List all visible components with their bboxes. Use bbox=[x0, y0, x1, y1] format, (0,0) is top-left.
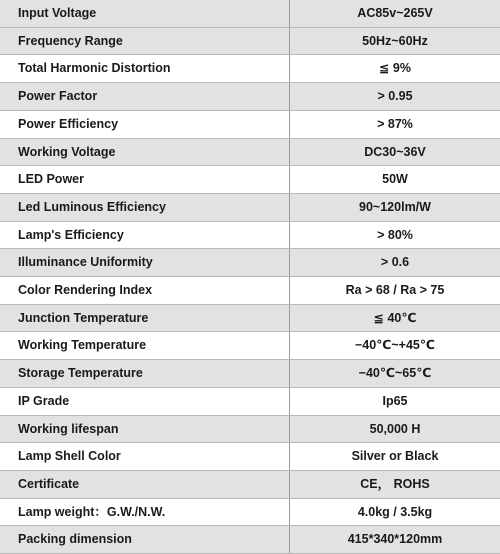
spec-value: ≦ 9% bbox=[290, 55, 500, 83]
spec-label: Lamp Shell Color bbox=[0, 443, 290, 471]
spec-label: Led Luminous Efficiency bbox=[0, 193, 290, 221]
table-row bbox=[0, 415, 500, 443]
spec-label: Lamp's Efficiency bbox=[0, 221, 290, 249]
spec-value: Silver or Black bbox=[290, 443, 500, 471]
table-row bbox=[0, 83, 500, 111]
table-row bbox=[0, 526, 500, 554]
table-row bbox=[0, 443, 500, 471]
spec-value: −40℃~65℃ bbox=[290, 360, 500, 388]
spec-value: > 80% bbox=[290, 221, 500, 249]
spec-label: IP Grade bbox=[0, 387, 290, 415]
table-row bbox=[0, 249, 500, 277]
spec-label: Working Voltage bbox=[0, 138, 290, 166]
spec-label: Color Rendering Index bbox=[0, 277, 290, 305]
table-row bbox=[0, 221, 500, 249]
table-row bbox=[0, 193, 500, 221]
spec-value: ≦ 40℃ bbox=[290, 304, 500, 332]
table-row bbox=[0, 387, 500, 415]
spec-value: CE， ROHS bbox=[290, 470, 500, 498]
spec-label: Junction Temperature bbox=[0, 304, 290, 332]
table-row bbox=[0, 166, 500, 194]
spec-value: −40℃~+45℃ bbox=[290, 332, 500, 360]
table-row bbox=[0, 360, 500, 388]
spec-value: > 0.6 bbox=[290, 249, 500, 277]
spec-value: 4.0kg / 3.5kg bbox=[290, 498, 500, 526]
spec-value: > 0.95 bbox=[290, 83, 500, 111]
table-row bbox=[0, 138, 500, 166]
table-row bbox=[0, 27, 500, 55]
spec-label: Input Voltage bbox=[0, 0, 290, 27]
table-row bbox=[0, 277, 500, 305]
spec-value: 50Hz~60Hz bbox=[290, 27, 500, 55]
spec-value: > 87% bbox=[290, 110, 500, 138]
spec-label: LED Power bbox=[0, 166, 290, 194]
spec-value: AC85v~265V bbox=[290, 0, 500, 27]
spec-value: 50W bbox=[290, 166, 500, 194]
table-row bbox=[0, 470, 500, 498]
table-row bbox=[0, 304, 500, 332]
spec-value: Ip65 bbox=[290, 387, 500, 415]
table-row bbox=[0, 110, 500, 138]
spec-label: Storage Temperature bbox=[0, 360, 290, 388]
spec-label: Power Factor bbox=[0, 83, 290, 111]
spec-label: Frequency Range bbox=[0, 27, 290, 55]
table-row bbox=[0, 332, 500, 360]
spec-value: Ra > 68 / Ra > 75 bbox=[290, 277, 500, 305]
spec-label: Packing dimension bbox=[0, 526, 290, 554]
table-row bbox=[0, 55, 500, 83]
spec-label: Lamp weight：G.W./N.W. bbox=[0, 498, 290, 526]
spec-label: Illuminance Uniformity bbox=[0, 249, 290, 277]
spec-label: Working lifespan bbox=[0, 415, 290, 443]
table-row bbox=[0, 0, 500, 27]
spec-label: Working Temperature bbox=[0, 332, 290, 360]
spec-value: 50,000 H bbox=[290, 415, 500, 443]
spec-value: 90~120lm/W bbox=[290, 193, 500, 221]
spec-value: 415*340*120mm bbox=[290, 526, 500, 554]
spec-label: Certificate bbox=[0, 470, 290, 498]
spec-label: Total Harmonic Distortion bbox=[0, 55, 290, 83]
table-row bbox=[0, 498, 500, 526]
spec-label: Power Efficiency bbox=[0, 110, 290, 138]
spec-value: DC30~36V bbox=[290, 138, 500, 166]
